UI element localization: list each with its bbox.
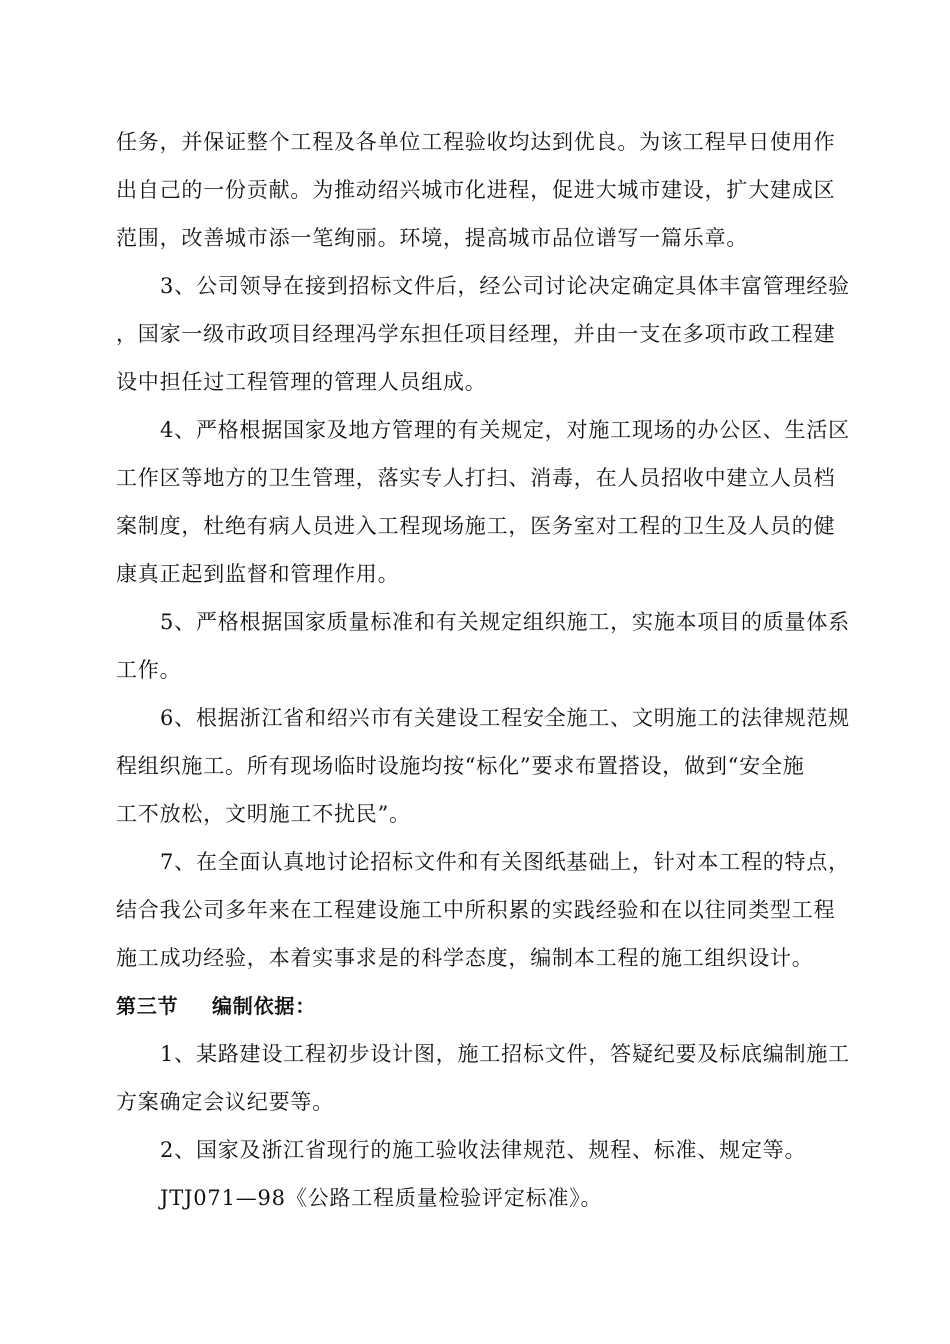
paragraph-line: 设中担任过工程管理的管理人员组成。 [116,370,487,394]
paragraph-line: 工作区等地方的卫生管理，落实专人打扫、消毒，在人员招收中建立人员档 [116,466,836,490]
paragraph-line: 康真正起到监督和管理作用。 [116,562,400,586]
paragraph-line: 结合我公司多年来在工程建设施工中所积累的实践经验和在以往同类型工程 [116,898,836,922]
paragraph-line: 任务，并保证整个工程及各单位工程验收均达到优良。为该工程早日使用作 [116,130,836,154]
basis-line: 1、某路建设工程初步设计图，施工招标文件，答疑纪要及标底编制施工 [160,1042,850,1066]
basis-line: 方案确定会议纪要等。 [116,1090,334,1114]
section-number: 第三节 [116,994,179,1018]
paragraph-line: 范围，改善城市添一笔绚丽。环境，提高城市品位谱写一篇乐章。 [116,226,749,250]
basis-line: 2、国家及浙江省现行的施工验收法律规范、规程、标准、规定等。 [160,1138,807,1162]
paragraph-line: ，国家一级市政项目经理冯学东担任项目经理，并由一支在多项市政工程建 [116,322,836,346]
paragraph-line: 6、根据浙江省和绍兴市有关建设工程安全施工、文明施工的法律规范规 [160,706,850,730]
paragraph-line: 工不放松，文明施工不扰民”。 [116,802,411,826]
paragraph-line: 工作。 [116,658,182,682]
paragraph-line: 3、公司领导在接到招标文件后，经公司讨论决定确定具体丰富管理经验 [160,274,850,298]
paragraph-line: 7、在全面认真地讨论招标文件和有关图纸基础上，针对本工程的特点， [160,850,850,874]
paragraph-line: 4、严格根据国家及地方管理的有关规定，对施工现场的办公区、生活区 [160,418,850,442]
basis-line: JTJ071—98《公路工程质量检验评定标准》。 [160,1186,603,1210]
section-heading [0,986,950,1026]
section-title: 编制依据： [212,994,316,1018]
paragraph-line: 程组织施工。所有现场临时设施均按“标化”要求布置搭设，做到“安全施 [116,754,805,778]
paragraph-line: 出自己的一份贡献。为推动绍兴城市化进程，促进大城市建设，扩大建成区 [116,178,836,202]
paragraph-line: 5、严格根据国家质量标准和有关规定组织施工，实施本项目的质量体系 [160,610,850,634]
paragraph-line: 案制度，杜绝有病人员进入工程现场施工，医务室对工程的卫生及人员的健 [116,514,836,538]
paragraph-line: 施工成功经验，本着实事求是的科学态度，编制本工程的施工组织设计。 [116,946,814,970]
